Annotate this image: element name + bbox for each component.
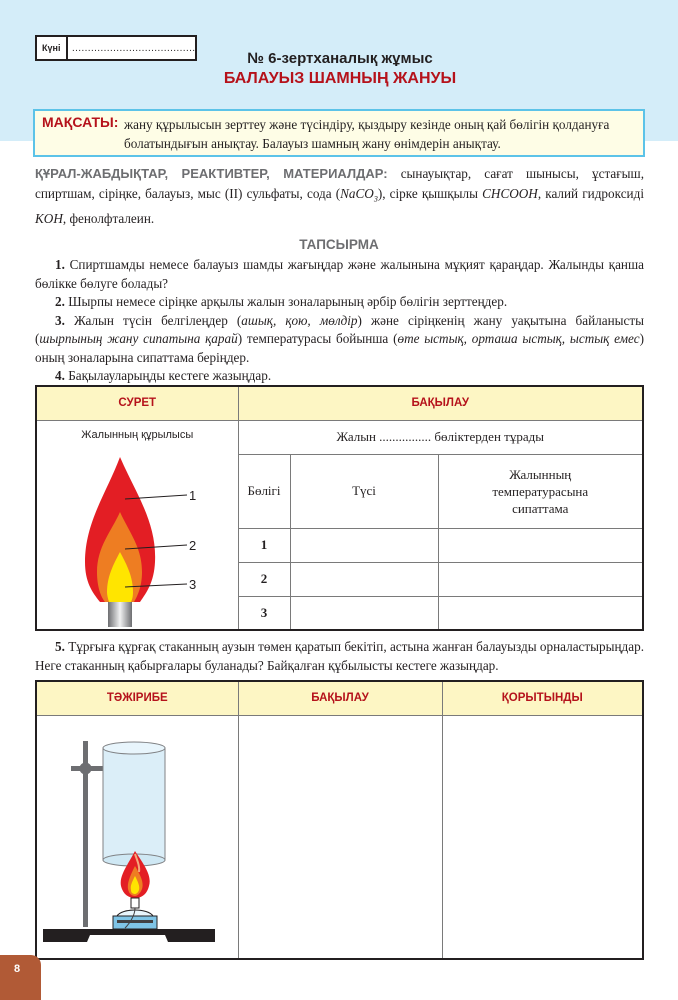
task-text: Тұрғыға құрғақ стаканның аузын төмен қаратып бекітіп, астына жанған балауызды орналастырыңдар. Неге стаканның қабырғалары буланады? Байқалған құбылысты кестеге жазыңдар.: [35, 639, 644, 673]
date-label: Күні: [37, 37, 68, 59]
formula-acid: CHCOOH: [482, 185, 538, 201]
flame-label-3: 3: [189, 576, 197, 592]
task-text: ) температурасы бойынша (: [237, 331, 398, 346]
picture-title: Жалынның құрылысы: [81, 428, 194, 441]
temperature-input-cell[interactable]: [438, 596, 643, 630]
task-text: Жалын түсін белгілеңдер (: [64, 312, 242, 328]
col-observation: БАҚЫЛАУ: [238, 681, 442, 715]
task-text: ) оның зоналарына сипаттама беріңдер.: [35, 331, 644, 365]
page-number: 8: [13, 963, 21, 975]
materials-text: , фенолфталеин.: [62, 210, 155, 226]
task-italic: өте ыстық, орташа ыстық, ыстық емес: [397, 331, 640, 346]
flame-observation-table: [35, 385, 644, 631]
task-item: [35, 367, 644, 386]
task-number: 1.: [55, 257, 65, 272]
experiment-table: [35, 680, 644, 960]
flame-label-2: 2: [189, 537, 197, 553]
row-part-number: 2: [238, 562, 290, 596]
subheader-part: Бөлігі: [238, 454, 290, 528]
materials-text: ), сірке қышқылы: [377, 185, 483, 201]
color-input-cell[interactable]: [290, 596, 438, 630]
flame-parts-statement: Жалын ................ бөліктерден тұрады: [238, 420, 643, 454]
goal-text: жану құрылысын зерттеу және түсіндіру, қыздыру кезінде оның қай бөлігін қолдануға болатындығын анықтау. Балауыз шамның жану өнімдерін анықтау.: [124, 117, 610, 151]
subheader-temperature: Жалынның температурасына сипаттама: [438, 454, 643, 528]
color-input-cell[interactable]: [290, 528, 438, 562]
task-number: 2.: [55, 294, 65, 309]
color-input-cell[interactable]: [290, 562, 438, 596]
row-part-number: 1: [238, 528, 290, 562]
task-text: Спиртшамды немесе балауыз шамды жағыңдар және жалынына мұқият қараңдар. Жалынды қанша бөлікке бөлуге болады?: [35, 257, 644, 291]
formula-soda: NaCO: [340, 185, 374, 201]
task-text: Бақылауларыңды кестеге жазыңдар.: [64, 368, 272, 383]
materials-paragraph: [35, 164, 644, 228]
materials-heading: ҚҰРАЛ-ЖАБДЫҚТАР, РЕАКТИВТЕР, МАТЕРИАЛДАР:: [35, 166, 388, 181]
materials-text: , калий гидроксиді: [537, 185, 644, 201]
col-picture: СУРЕТ: [36, 386, 238, 420]
goal-label: МАҚСАТЫ:: [42, 114, 119, 130]
observation-input-cell[interactable]: [238, 715, 442, 959]
goal-box: [33, 109, 645, 157]
lab-number: № 6-зертханалық жұмыс: [247, 50, 433, 67]
experiment-picture-cell: [36, 715, 238, 959]
task-item: [35, 638, 644, 675]
tasks-heading: ТАПСЫРМА: [299, 237, 379, 252]
subheader-color: Түсі: [290, 454, 438, 528]
row-part-number: 3: [238, 596, 290, 630]
col-observation: БАҚЫЛАУ: [238, 386, 643, 420]
task-italic: ашық, қою, мөлдір: [241, 312, 358, 328]
temperature-input-cell[interactable]: [438, 562, 643, 596]
task-text: ) және сіріңкенің жану уақытына байланысты (: [35, 312, 645, 346]
col-conclusion: ҚОРЫТЫНДЫ: [442, 681, 643, 715]
conclusion-input-cell[interactable]: [442, 715, 643, 959]
formula-subscript: 3: [373, 194, 378, 204]
task-number: 5.: [55, 639, 65, 654]
date-field[interactable]: …………………………………: [71, 42, 195, 54]
temperature-input-cell[interactable]: [438, 528, 643, 562]
task-italic: шырпының жану сипатына қарай: [39, 331, 238, 346]
flame-diagram-icon: [37, 447, 237, 627]
task-item: [35, 312, 644, 368]
tasks-list: [35, 256, 644, 386]
task-item: [35, 256, 644, 293]
task-number: 3.: [55, 312, 65, 328]
task-number: 4.: [55, 368, 65, 383]
task-text: Шырпы немесе сіріңке арқылы жалын зоналарының әрбір бөлігін зерттеңдер.: [64, 294, 508, 309]
apparatus-diagram-icon: [37, 716, 237, 953]
task-item: [35, 293, 644, 312]
materials-text: сынауықтар, сағат шынысы, ұстағыш, спиртшам, сіріңке, балауыз, мыс (II) сульфаты, сода (: [35, 166, 644, 201]
col-experiment: ТӘЖІРИБЕ: [36, 681, 238, 715]
page-number-tab: [0, 955, 41, 1000]
date-box: [35, 35, 197, 61]
page-title: БАЛАУЫЗ ШАМНЫҢ ЖАНУЫ: [223, 70, 457, 87]
flame-picture-cell: [36, 420, 238, 630]
flame-label-1: 1: [189, 487, 197, 503]
formula-koh: KOH: [35, 210, 63, 226]
